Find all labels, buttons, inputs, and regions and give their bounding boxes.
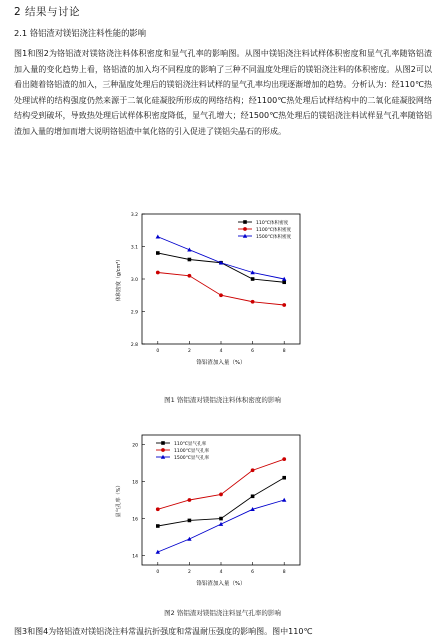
fig1-x-axis-label: 铬铝渣加入量（%）	[196, 360, 246, 366]
fig2-point-square	[219, 517, 223, 521]
fig1-plot-frame	[142, 214, 300, 344]
figure-2-caption: 图2 铬铝渣对镁铝浇注料显气孔率的影响	[164, 609, 281, 617]
fig2-xtick-label: 2	[187, 570, 191, 575]
fig2-point-circle	[282, 457, 286, 461]
fig2-xtick-label: 4	[219, 570, 223, 575]
fig2-ytick-label: 14	[132, 554, 138, 560]
fig1-y-axis-label: 体积密度（g/cm³）	[116, 256, 122, 302]
figure-1-caption: 图1 铬铝渣对镁铝浇注料体积密度的影响	[164, 396, 281, 404]
body-paragraph-2: 图3和图4为铬铝渣对镁铝浇注料常温抗折强度和常温耐压强度的影响图。图中110℃	[14, 627, 313, 636]
fig2-legend-marker-circle	[161, 448, 165, 452]
fig1-xtick-label: 2	[187, 349, 191, 354]
fig2-point-circle	[188, 498, 192, 502]
fig1-legend-marker-square	[243, 220, 247, 224]
fig2-point-circle	[156, 507, 160, 511]
figure-2	[110, 429, 310, 603]
fig1-point-triangle	[156, 234, 160, 238]
fig1-legend-label: 1100℃体积密度	[256, 227, 292, 233]
fig1-point-square	[282, 280, 286, 284]
fig2-legend-label: 110℃显气孔率	[174, 441, 207, 447]
fig1-ytick-label: 3.0	[130, 278, 138, 283]
fig2-xtick-label: 6	[251, 570, 255, 575]
fig1-point-circle	[188, 274, 192, 278]
fig1-legend-label: 110℃体积密度	[256, 220, 289, 226]
fig2-point-circle	[251, 468, 255, 472]
fig1-series-line-0	[158, 253, 284, 282]
fig1-point-square	[251, 277, 255, 281]
fig1-xtick-label: 8	[282, 349, 286, 354]
fig1-point-circle	[251, 300, 255, 304]
fig1-series-line-2	[158, 237, 284, 279]
fig1-xtick-label: 0	[156, 349, 160, 354]
fig1-ytick-label: 2.9	[130, 310, 138, 316]
fig1-ytick-label: 3.2	[130, 213, 138, 218]
fig2-y-axis-label: 显气孔率（%）	[116, 482, 122, 518]
subsection-heading: 2.1 铬铝渣对镁铝浇注料性能的影响	[14, 28, 146, 38]
fig2-xtick-label: 0	[156, 570, 160, 575]
fig1-point-circle	[282, 303, 286, 307]
fig1-xtick-label: 4	[219, 349, 223, 354]
body-paragraph-1: 图1和图2为铬铝渣对镁铬浇注料体积密度和显气孔率的影响图。从图中镁铝浇注料试样体积密度和显气孔率随铬铝渣加入量的变化趋势上看，铬铝渣的加入均不同程度的影响了三种不同温度处理后的镁铝浇注料的体积密度。从图2可以看出随着铬铝渣的加入，三种温度处理后的镁铝浇注料试样的显气孔率均出现逐渐增加的趋势。分析认为：经110℃热处理试样的结构强度仍然来源于二氧化硅凝胶所形成的网络结构；经1100℃热处理后试样结构中的二氧化硅凝胶网络结构受到破坏，导致热处理后试样体积密度降低，显气孔增大；经1500℃热处理后的镁铝浇注料试样显气孔率随铬铝渣加入量的增加而增大说明铬铝渣中氧化铬的引入促进了镁铝尖晶石的形成。	[14, 49, 432, 136]
fig2-xtick-label: 8	[282, 570, 286, 575]
fig1-point-square	[188, 258, 192, 262]
fig2-ytick-label: 20	[132, 443, 138, 449]
fig2-point-square	[188, 519, 192, 523]
fig2-legend-label: 1100℃显气孔率	[174, 448, 210, 454]
section-heading: 2 结果与讨论	[14, 6, 81, 18]
fig2-plot-frame	[142, 435, 300, 565]
fig1-legend-marker-circle	[243, 227, 247, 231]
fig2-point-triangle	[282, 498, 286, 502]
fig2-point-square	[282, 476, 286, 480]
fig2-x-axis-label: 铬铝渣加入量（%）	[196, 581, 246, 587]
fig1-point-circle	[156, 271, 160, 275]
fig2-legend-label: 1500℃显气孔率	[174, 455, 210, 461]
fig2-point-square	[156, 524, 160, 528]
fig1-xtick-label: 6	[251, 349, 255, 354]
fig2-ytick-label: 16	[132, 517, 138, 523]
fig2-legend-marker-square	[161, 441, 165, 445]
fig2-point-square	[251, 494, 255, 498]
fig1-ytick-label: 3.1	[130, 245, 138, 251]
density-chart	[110, 208, 310, 378]
fig2-series-line-2	[158, 500, 284, 552]
fig1-series-line-1	[158, 273, 284, 306]
fig2-series-line-1	[158, 459, 284, 509]
fig1-ytick-label: 2.8	[130, 343, 138, 348]
porosity-chart	[110, 429, 310, 599]
fig2-point-circle	[219, 493, 223, 497]
fig1-point-square	[156, 251, 160, 255]
fig2-ytick-label: 18	[132, 480, 138, 486]
fig1-point-circle	[219, 293, 223, 297]
figure-1	[110, 208, 310, 382]
fig1-legend-label: 1500℃体积密度	[256, 234, 292, 240]
